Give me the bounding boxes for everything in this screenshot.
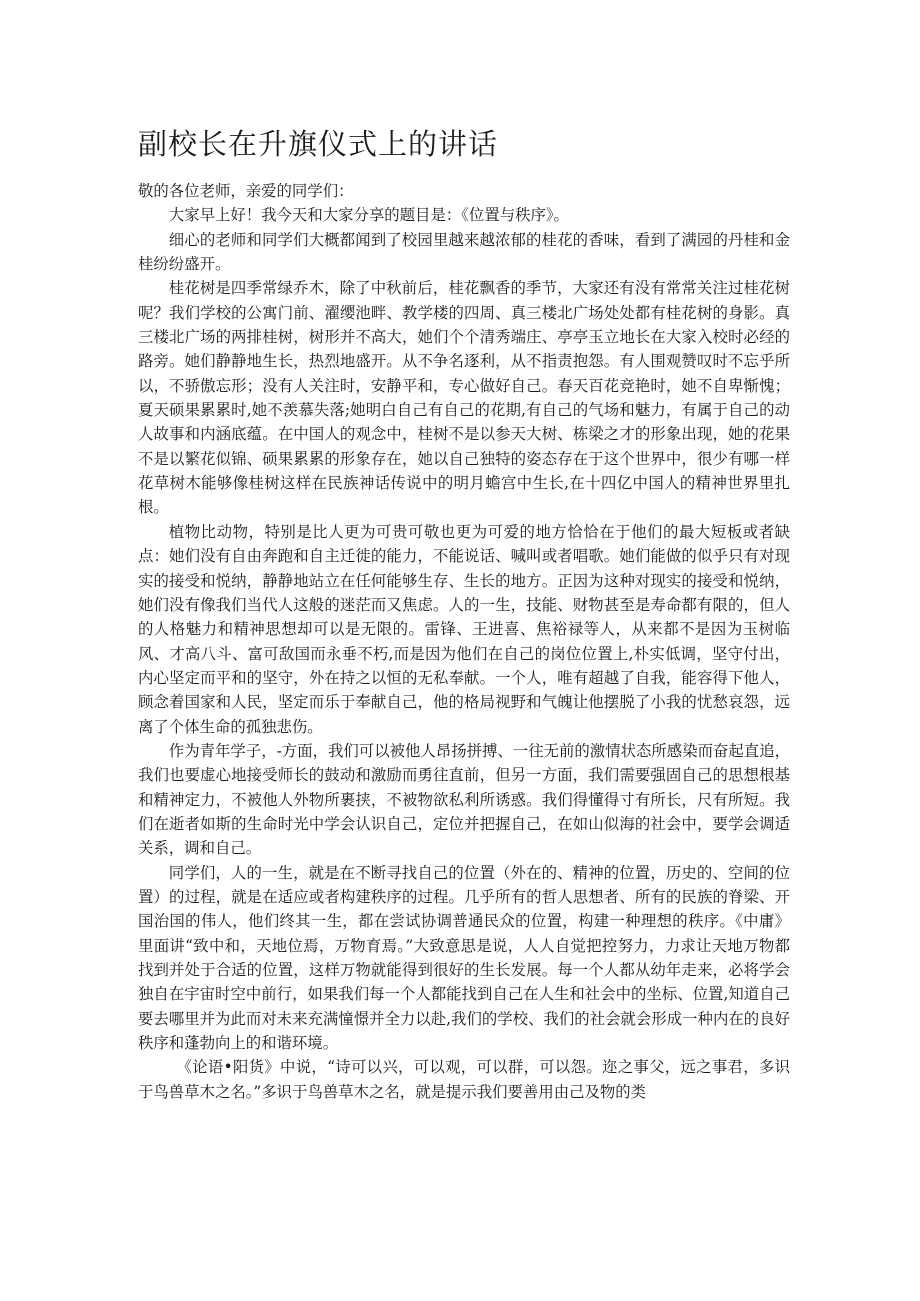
page-title: 副校长在升旗仪式上的讲话 bbox=[138, 127, 499, 161]
analects-paragraph: 《论语•阳货》中说，“诗可以兴，可以观，可以群，可以怨。迩之事父，远之事君，多识于鸟兽草木之名。”多识于鸟兽草木之名，就是提示我们要善用由己及物的类 bbox=[138, 1058, 790, 1101]
greeting-paragraph: 大家早上好！我今天和大家分享的题目是：《位置与秩序》。 bbox=[168, 206, 569, 225]
position-order-paragraph: 同学们，人的一生，就是在不断寻找自己的位置（外在的、精神的位置，历史的、空间的位置）的过程，就是在适应或者构建秩序的过程。几乎所有的哲人思想者、所有的民族的脊梁、开国治国的伟人，他们终其一生，都在尝试协调普通民众的位置，构建一种理想的秩序。《中庸》里面讲“致中和，天地位焉，万物育焉。”大致意思是说，人人自觉把控努力，力求让天地万物都找到并处于合适的位置，这样万物就能得到很好的生长发展。每一个人都从幼年走来，必将学会独自在宇宙时空中前行，如果我们每一个人都能找到自己在人生和社会中的坐标、位置,知道自己要去哪里并为此而对未来充满憧憬并全力以赴,我们的学校、我们的社会就会形成一种内在的良好秩序和蓬勃向上的和谐环境。 bbox=[138, 863, 790, 1053]
osmanthus-tree-paragraph: 桂花树是四季常绿乔木，除了中秋前后，桂花飘香的季节，大家还有没有常常关注过桂花树呢？我们学校的公寓门前、濯缨池畔、教学楼的四周、真三楼北广场处处都有桂花树的身影。真三楼北广场的两排桂树，树形并不高大，她们个个清秀端庄、亭亭玉立地长在大家入校时必经的路旁。她们静静地生长，热烈地盛开。从不争名逐利，从不指责抱怨。有人围观赞叹时不忘乎所以，不骄傲忘形；没有人关注时，安静平和，专心做好自己。春天百花竞艳时，她不自卑惭愧；夏天硕果累累时,她不羡慕失落;她明白自己有自己的花期,有自己的气场和魅力，有属于自己的动人故事和内涵底蕴。在中国人的观念中，桂树不是以参天大树、栋梁之才的形象出现，她的花果不是以繁花似锦、硕果累累的形象存在，她以自己独特的姿态存在于这个世界中，很少有哪一样花草树木能够像桂树这样在民族神话传说中的明月蟾宫中生长,在十四亿中国人的精神世界里扎根。 bbox=[138, 279, 790, 517]
osmanthus-intro-paragraph: 细心的老师和同学们大概都闻到了校园里越来越浓郁的桂花的香味，看到了满园的丹桂和金桂纷纷盛开。 bbox=[138, 230, 790, 274]
young-students-paragraph: 作为青年学子，-方面，我们可以被他人昂扬拼搏、一往无前的激情状态所感染而奋起直追，我们也要虚心地接受师长的鼓动和激励而勇往直前，但另一方面，我们需要强固自己的思想根基和精神定力，不被他人外物所裹挟，不被物欲私利所诱惑。我们得懂得寸有所长，尺有所短。我们在逝者如斯的生命时光中学会认识自己，定位并把握自己，在如山似海的社会中，要学会调适关系，调和自己。 bbox=[138, 741, 790, 858]
plants-vs-animals-paragraph: 植物比动物，特别是比人更为可贵可敬也更为可爱的地方恰恰在于他们的最大短板或者缺点：她们没有自由奔跑和自主迁徙的能力，不能说话、喊叫或者唱歌。她们能做的似乎只有对现实的接受和悦纳，静静地站立在任何能够生存、生长的地方。正因为这种对现实的接受和悦纳，她们没有像我们当代人这般的迷茫而又焦虑。人的一生，技能、财物甚至是寿命都有限的，但人的人格魅力和精神思想却可以是无限的。雷锋、王进喜、焦裕禄等人，从来都不是因为玉树临风、才高八斗、富可敌国而永垂不朽,而是因为他们在自己的岗位位置上,朴实低调，坚守付出，内心坚定而平和的坚守，外在持之以恒的无私奉献。一个人，唯有超越了自我，能容得下他人，顾念着国家和人民，坚定而乐于奉献自己，他的格局视野和气魄让他摆脱了小我的忧愁哀怨，远离了个体生命的孤独悲伤。 bbox=[138, 522, 790, 736]
document-body bbox=[138, 179, 790, 1104]
salutation-paragraph: 敬的各位老师，亲爱的同学们： bbox=[138, 182, 354, 200]
